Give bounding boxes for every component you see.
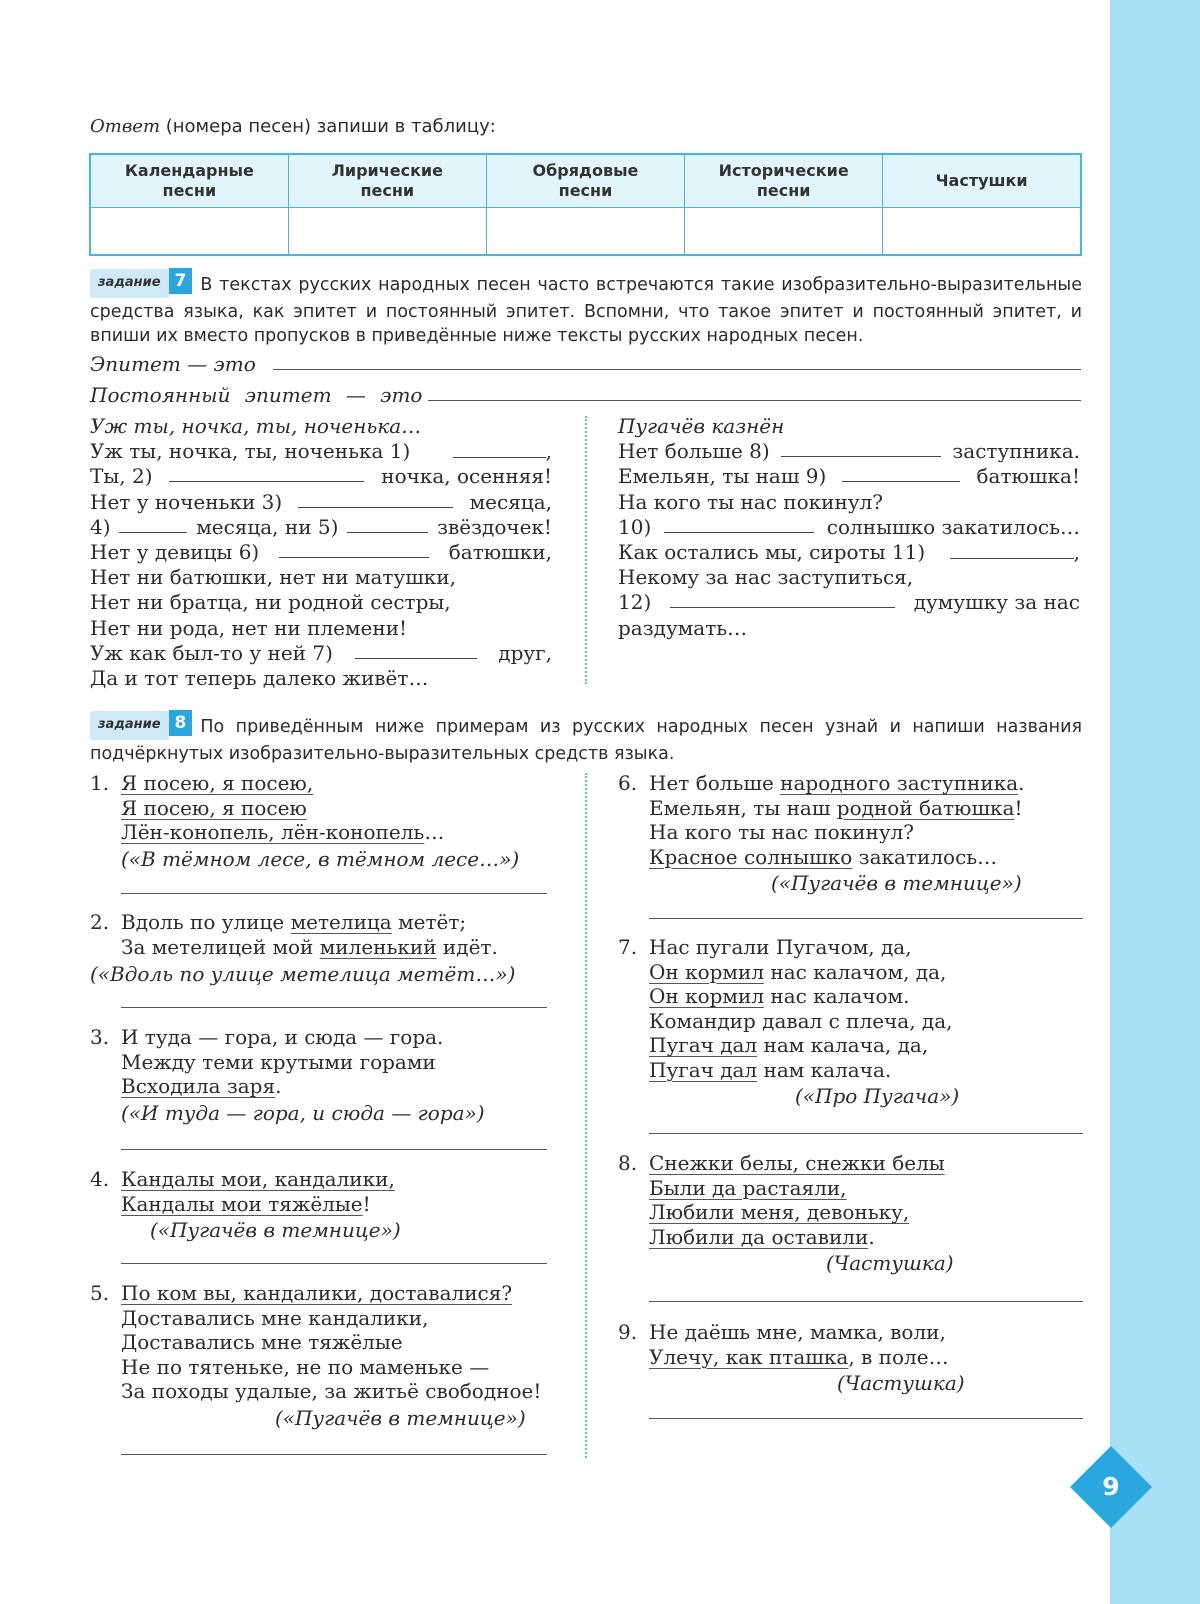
answer-line-9[interactable] bbox=[649, 1417, 1083, 1419]
answer-cell-lyrical[interactable] bbox=[288, 208, 486, 256]
task-7-instruction: задание 7 В текстах русских народных песен часто встречаются такие изобразительно-выразительные средства языка, как эпитет и постоянный эпитет. Вспомни, что такое эпитет и постоянный эпитет, и впиши их вместо пропусков в приведённые ниже тексты русских народных песен. bbox=[90, 270, 1082, 348]
answer-cell-ritual[interactable] bbox=[486, 208, 684, 256]
header-calendar: Календарные песни bbox=[90, 154, 288, 208]
task-7-badge: задание 7 bbox=[90, 268, 192, 298]
epithet-answer-line[interactable] bbox=[273, 368, 1081, 370]
const-epithet-answer-line[interactable] bbox=[428, 399, 1081, 401]
page-number-badge bbox=[1082, 1458, 1140, 1516]
song1-line-2: Ты, 2) ночка, осенняя! bbox=[90, 464, 552, 489]
song2-line-1: Нет больше 8) заступника. bbox=[618, 439, 1080, 464]
page-number: 9 bbox=[1102, 1472, 1120, 1501]
answer-table bbox=[89, 153, 1082, 256]
blank-5[interactable] bbox=[347, 515, 428, 533]
answer-line-4[interactable] bbox=[121, 1262, 547, 1264]
answer-line-7[interactable] bbox=[649, 1132, 1083, 1134]
song-noch-ka bbox=[90, 414, 552, 691]
blank-7[interactable] bbox=[355, 641, 477, 659]
song2-title: Пугачёв казнён bbox=[618, 414, 785, 438]
answer-line-2[interactable] bbox=[121, 1006, 547, 1008]
song1-title: Уж ты, ночка, ты, ноченька… bbox=[90, 414, 422, 438]
song1-line-4: 4) месяца, ни 5) звёздочек! bbox=[90, 514, 552, 539]
header-historical: Исторические песни bbox=[685, 154, 883, 208]
header-lyrical: Лирические песни bbox=[288, 154, 486, 208]
song2-line-6: Некому за нас заступиться, bbox=[618, 565, 914, 590]
answer-cell-historical[interactable] bbox=[685, 208, 883, 256]
song2-line-7: 12) думушку за нас bbox=[618, 590, 1080, 615]
blank-12[interactable] bbox=[670, 590, 895, 608]
answer-line-8[interactable] bbox=[649, 1300, 1083, 1302]
answer-line-6[interactable] bbox=[649, 917, 1083, 919]
song1-line-6: Нет ни батюшки, нет ни матушки, bbox=[90, 565, 456, 590]
blank-4[interactable] bbox=[119, 515, 187, 533]
song1-line-1: Уж ты, ночка, ты, ноченька 1) , bbox=[90, 439, 552, 464]
blank-10[interactable] bbox=[664, 515, 814, 533]
song1-line-3: Нет у ноченьки 3) месяца, bbox=[90, 489, 552, 514]
column-divider-1 bbox=[585, 416, 587, 684]
column-divider-2 bbox=[585, 773, 587, 1458]
blank-9[interactable] bbox=[842, 464, 960, 482]
blank-8[interactable] bbox=[781, 439, 941, 457]
epithet-definition-label: Эпитет — это bbox=[90, 352, 256, 376]
task-8-instruction: задание 8 По приведённым ниже примерам из русских народных песен узнай и напиши названия подчёркнутых изобразительно-выразительных средств языка. bbox=[90, 712, 1082, 766]
song1-line-9: Уж как был-то у ней 7) друг, bbox=[90, 640, 552, 665]
answer-cell-chastushki[interactable] bbox=[883, 208, 1081, 256]
answer-cell-calendar[interactable] bbox=[90, 208, 288, 256]
song-pugachev-kaznen bbox=[618, 414, 1080, 641]
song1-line-10: Да и тот теперь далеко живёт… bbox=[90, 665, 429, 690]
const-epithet-definition-label: Постоянный эпитет — это bbox=[90, 383, 423, 407]
blank-2[interactable] bbox=[169, 464, 364, 482]
side-strip bbox=[1110, 0, 1200, 1604]
song1-line-7: Нет ни братца, ни родной сестры, bbox=[90, 590, 451, 615]
blank-11[interactable] bbox=[950, 541, 1074, 559]
blank-3[interactable] bbox=[298, 490, 453, 508]
header-chastushki: Частушки bbox=[883, 154, 1081, 208]
song1-line-8: Нет ни рода, нет ни племени! bbox=[90, 615, 408, 640]
song2-line-8: раздумать… bbox=[618, 615, 748, 640]
blank-1[interactable] bbox=[453, 440, 546, 458]
answer-line-5[interactable] bbox=[121, 1453, 547, 1455]
song2-line-4: 10) солнышко закатилось… bbox=[618, 514, 1080, 539]
blank-6[interactable] bbox=[279, 540, 429, 558]
song1-line-5: Нет у девицы 6) батюшки, bbox=[90, 539, 552, 564]
song2-line-3: На кого ты нас покинул? bbox=[618, 489, 884, 514]
answer-instruction: Ответ (номера песен) запиши в таблицу: bbox=[90, 116, 496, 137]
header-ritual: Обрядовые песни bbox=[486, 154, 684, 208]
answer-line-3[interactable] bbox=[121, 1148, 547, 1150]
answer-line-1[interactable] bbox=[121, 892, 547, 894]
song2-line-5: Как остались мы, сироты 11) , bbox=[618, 539, 1080, 564]
task-8-badge: задание 8 bbox=[90, 710, 192, 740]
song2-line-2: Емельян, ты наш 9) батюшка! bbox=[618, 464, 1080, 489]
